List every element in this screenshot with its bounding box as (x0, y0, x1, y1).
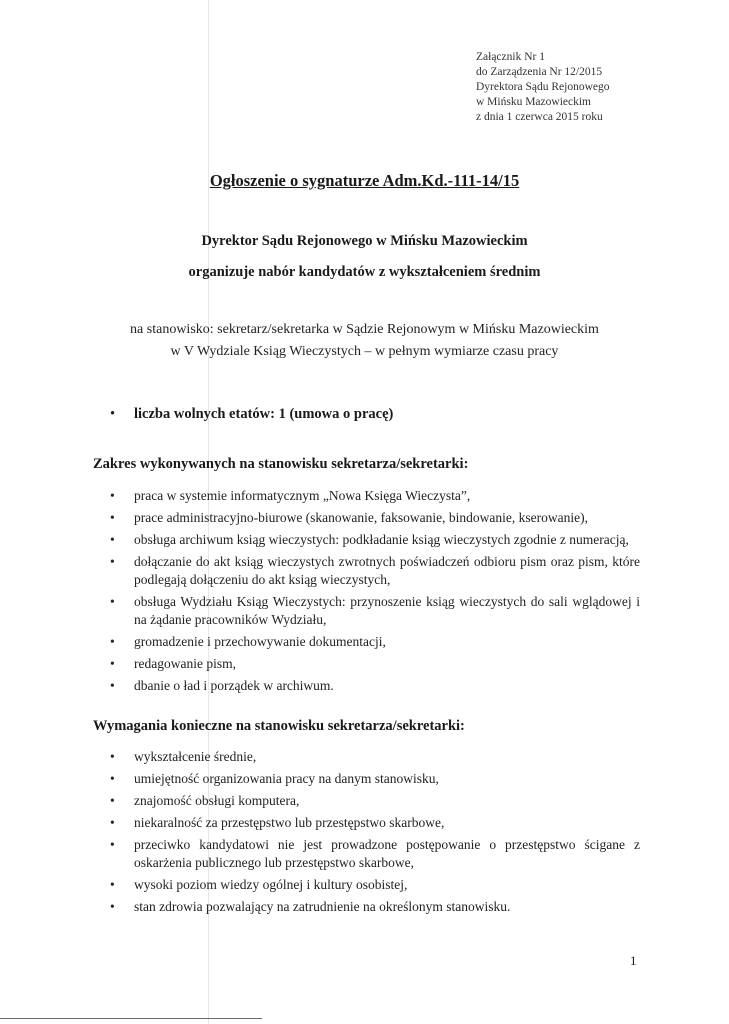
requirements-heading: Wymagania konieczne na stanowisku sekretarza/sekretarki: (93, 718, 465, 734)
announcement-title (0, 171, 729, 191)
annex-line: do Zarządzenia Nr 12/2015 (476, 66, 603, 78)
annex-line: w Mińsku Mazowieckim (476, 96, 591, 108)
list-item: • prace administracyjno-biurowe (skanowanie, faksowanie, bindowanie, kserowanie), (110, 509, 640, 527)
position-line-1: na stanowisko: sekretarz/sekretarka w Sądzie Rejonowym w Mińsku Mazowieckim (130, 322, 599, 337)
list-item: • praca w systemie informatycznym „Nowa Księga Wieczysta”, (110, 487, 640, 505)
announcement-title-text: Ogłoszenie o sygnaturze Adm.Kd.-111-14/15 (209, 171, 520, 190)
list-item: • niekaralność za przestępstwo lub przestępstwo skarbowe, (110, 814, 640, 832)
position-line-2: w V Wydziale Ksiąg Wieczystych – w pełnym wymiarze czasu pracy (170, 344, 559, 359)
list-item: • redagowanie pism, (110, 655, 640, 673)
recruitment-line: organizuje nabór kandydatów z wykształceniem średnim (188, 264, 541, 280)
annex-line: Dyrektora Sądu Rejonowego (476, 81, 610, 93)
list-item: • umiejętność organizowania pracy na danym stanowisku, (110, 770, 640, 788)
list-item: • przeciwko kandydatowi nie jest prowadzone postępowanie o przestępstwo ścigane z oskarżenia publicznego lub przestępstwo skarbowe, (110, 836, 640, 872)
list-item: • wysoki poziom wiedzy ogólnej i kultury osobistej, (110, 876, 640, 894)
list-item: • gromadzenie i przechowywanie dokumentacji, (110, 633, 640, 651)
annex-note (476, 50, 610, 125)
list-item: • stan zdrowia pozwalający na zatrudnienie na określonym stanowisku. (110, 898, 640, 916)
page-number: 1 (630, 953, 637, 968)
annex-line: Załącznik Nr 1 (476, 51, 545, 63)
annex-line: z dnia 1 czerwca 2015 roku (476, 111, 603, 123)
list-item: • obsługa archiwum ksiąg wieczystych: podkładanie ksiąg wieczystych zgodnie z numeracją, (110, 531, 640, 549)
requirements-list (110, 748, 640, 920)
scope-list (110, 487, 640, 699)
scope-heading: Zakres wykonywanych na stanowisku sekretarza/sekretarki: (93, 456, 469, 472)
list-item: • dołączanie do akt ksiąg wieczystych zwrotnych poświadczeń odbioru pism oraz pism, które podlegają dołączeniu do akt ksiąg wieczystych, (110, 553, 640, 589)
list-item: • obsługa Wydziału Ksiąg Wieczystych: przynoszenie ksiąg wieczystych do sali wglądowej i na żądanie pracowników Wydziału, (110, 593, 640, 629)
list-item: • znajomość obsługi komputera, (110, 792, 640, 810)
list-item: • dbanie o ład i porządek w archiwum. (110, 677, 640, 695)
vacancy-count: • liczba wolnych etatów: 1 (umowa o pracę) (110, 406, 393, 423)
bottom-rule (0, 1018, 262, 1019)
list-item: • wykształcenie średnie, (110, 748, 640, 766)
director-line: Dyrektor Sądu Rejonowego w Mińsku Mazowieckim (201, 233, 528, 249)
